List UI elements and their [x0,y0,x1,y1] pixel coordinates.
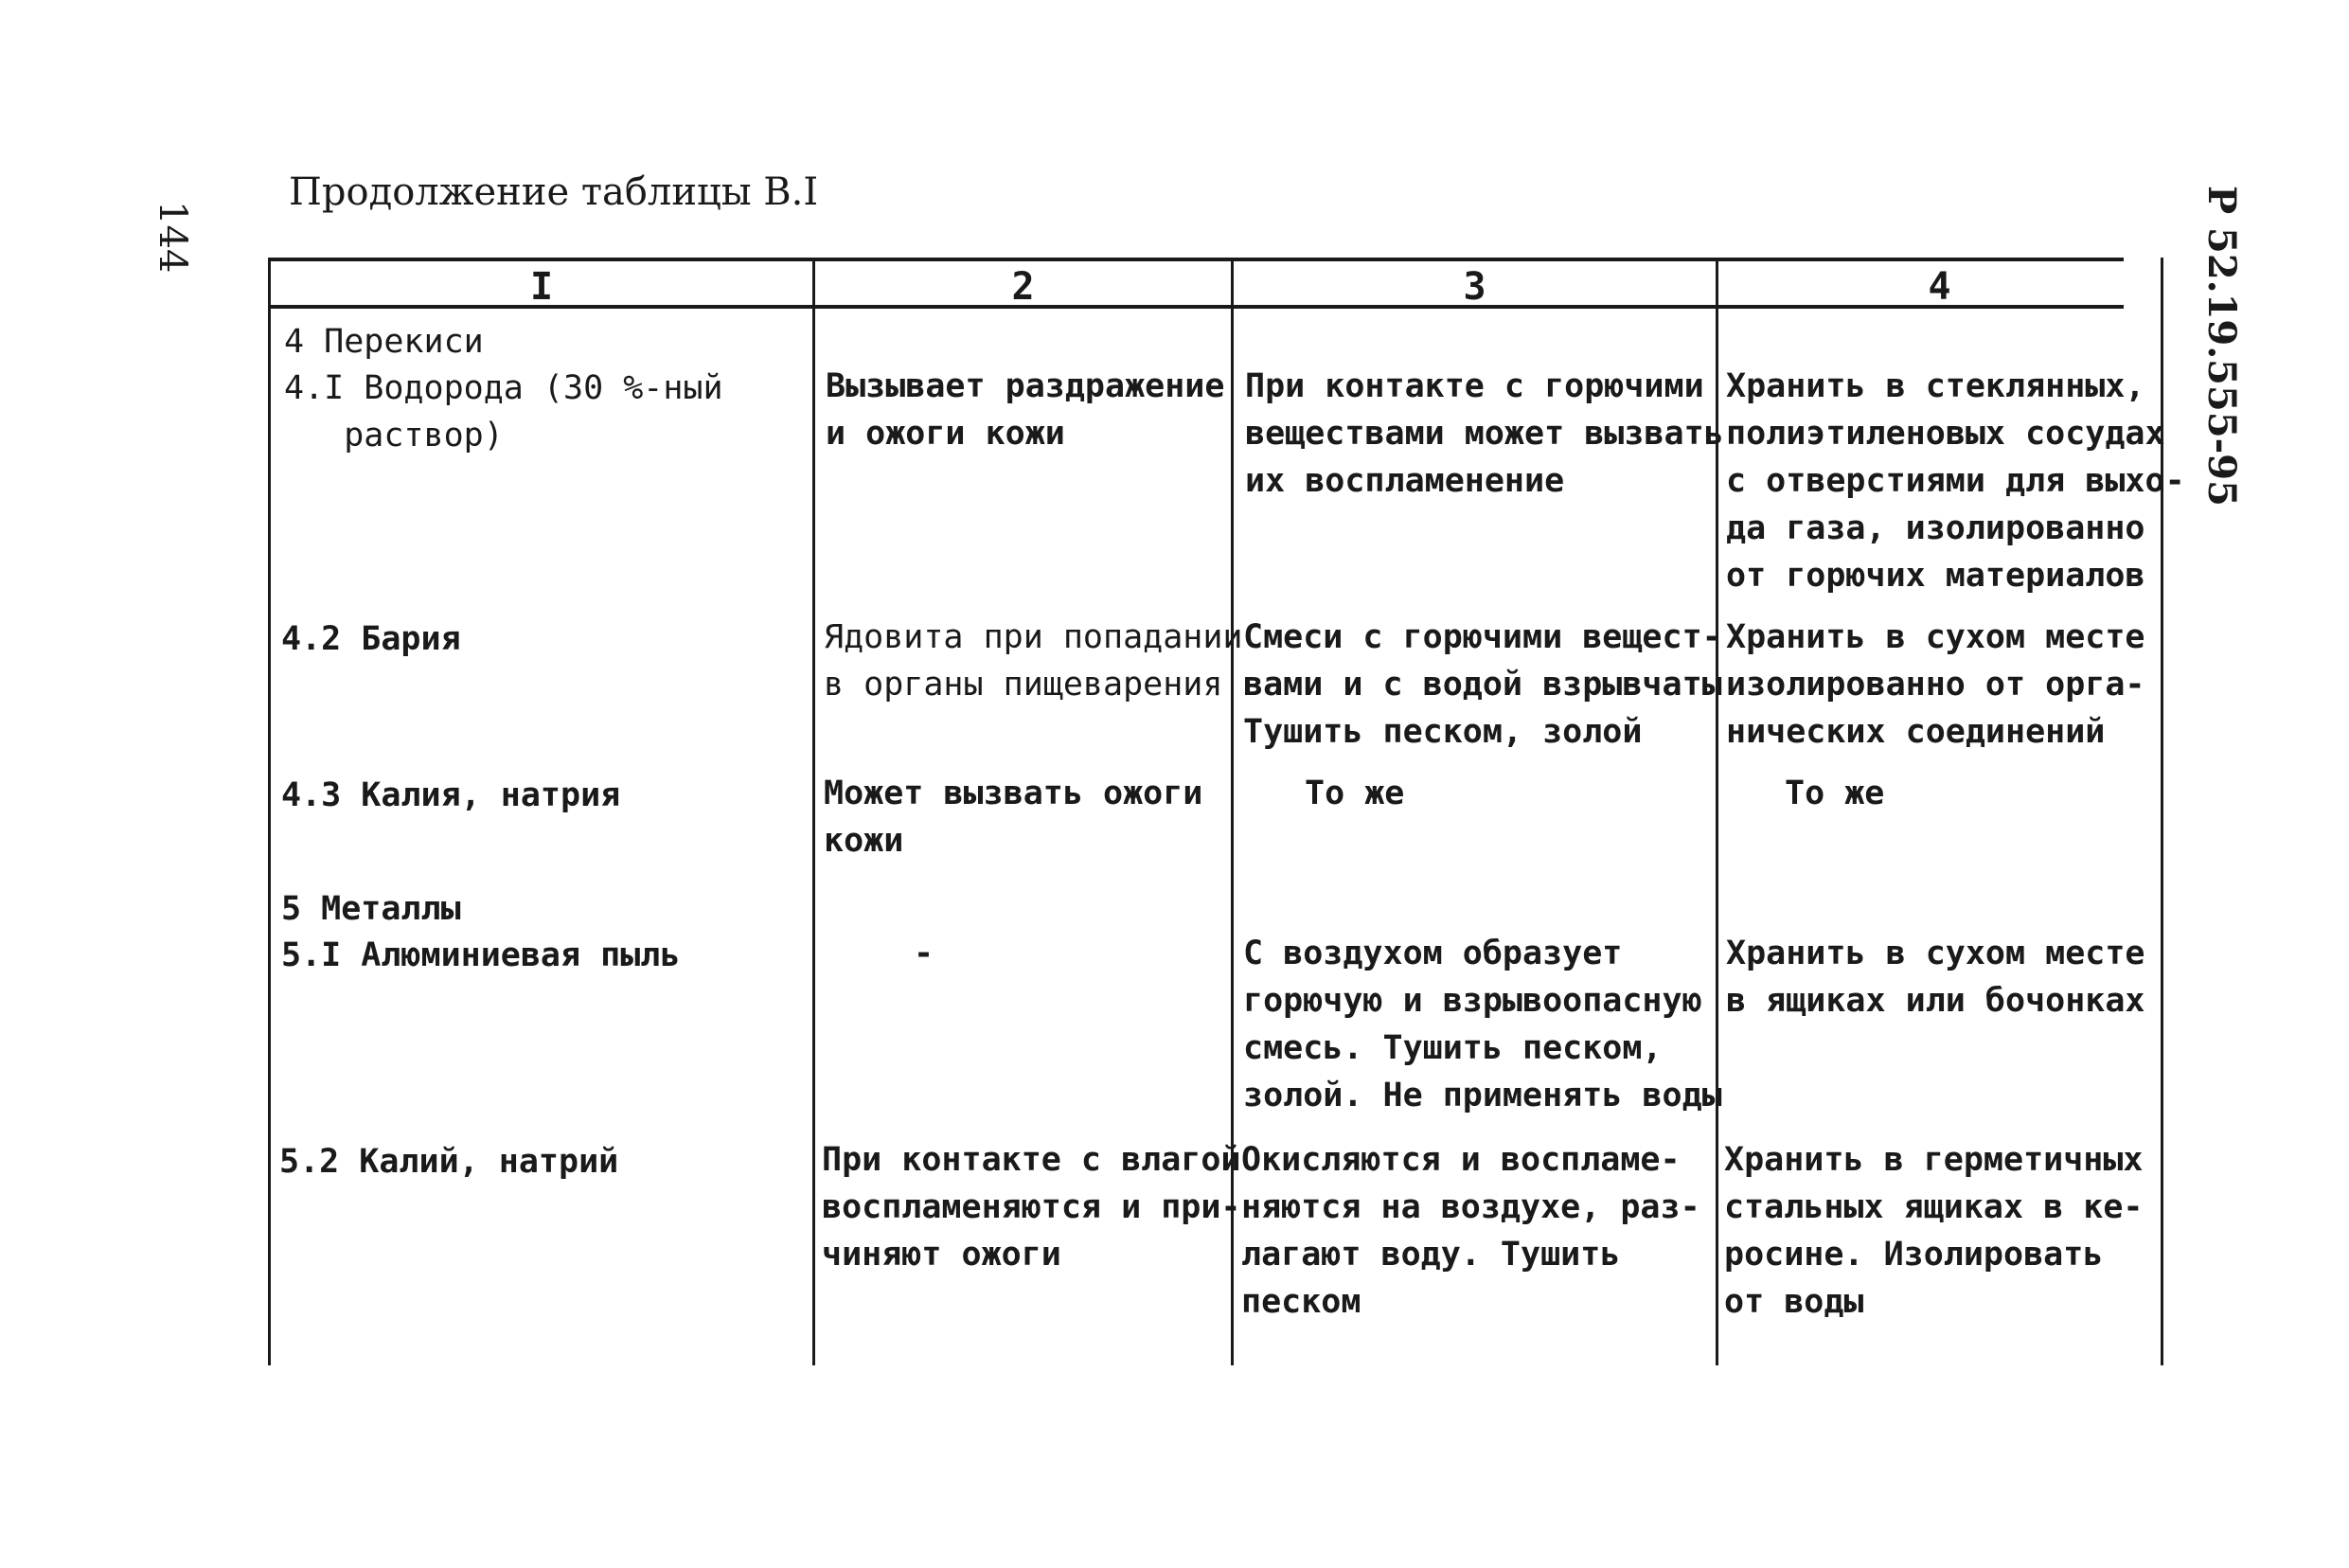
table-caption: Продолжение таблицы В.I [289,170,819,214]
table-cell-fire-behavior: То же [1305,775,1405,812]
table-cell-fire-behavior: Окисляются и воспламе- няются на воздухе, раз- лагают воду. Тушить песком [1241,1141,1700,1321]
table-top-rule [268,258,2124,261]
column-header-1: I [529,265,554,309]
column-header-2: 2 [1011,265,1035,309]
table-cell-storage: Хранить в сухом месте в ящиках или бочонках [1726,935,2145,1020]
table-cell-hazard: Может вызвать ожоги кожи [824,775,1203,860]
column-rule-2 [812,258,815,1365]
table-left-rule [268,258,271,1365]
table-cell-hazard: Ядовита при попадании в органы пищеварения [824,618,1243,704]
table-cell-fire-behavior: При контакте с горючими веществами может вызвать их воспламенение [1245,367,1724,500]
table-cell-storage: Хранить в герметичных стальных ящиках в ке- росине. Изолировать от воды [1724,1141,2144,1321]
table-cell-substance: 4.I Водорода (30 %-ный раствор) [284,369,723,454]
table-cell-substance: 4.2 Бария [281,620,461,658]
table-cell-fire-behavior: С воздухом образует горючую и взрывоопасную смесь. Тушить песком, золой. Не применять воды [1243,935,1722,1114]
table-cell-substance: 5.2 Калий, натрий [279,1143,619,1181]
column-header-3: 3 [1463,265,1486,309]
column-header-4: 4 [1928,265,1951,309]
table-cell-storage: Хранить в сухом месте изолированно от орга- нических соединений [1726,618,2145,751]
table-cell-hazard: - [914,935,934,972]
table-cell-hazard: Вызывает раздражение и ожоги кожи [826,367,1225,453]
table-cell-hazard: При контакте с влагой воспламеняются и при- чиняют ожоги [822,1141,1241,1274]
page-number: 144 [151,201,194,274]
table-cell-fire-behavior: Смеси с горючими вещест- вами и с водой взрывчаты Тушить песком, золой [1243,618,1722,751]
table-cell-storage: Хранить в стеклянных, полиэтиленовых сосудах с отверстиями для выхо- да газа, изолированно от горючих материалов [1726,367,2185,595]
table-cell-substance: 5.I Алюминиевая пыль [281,936,681,974]
section-heading: 5 Металлы [281,890,461,928]
section-heading: 4 Перекиси [284,323,484,361]
table-cell-storage: То же [1785,775,1885,812]
table-cell-substance: 4.3 Калия, натрия [281,776,621,814]
document-code: Р 52.19.555-95 [2199,186,2244,507]
